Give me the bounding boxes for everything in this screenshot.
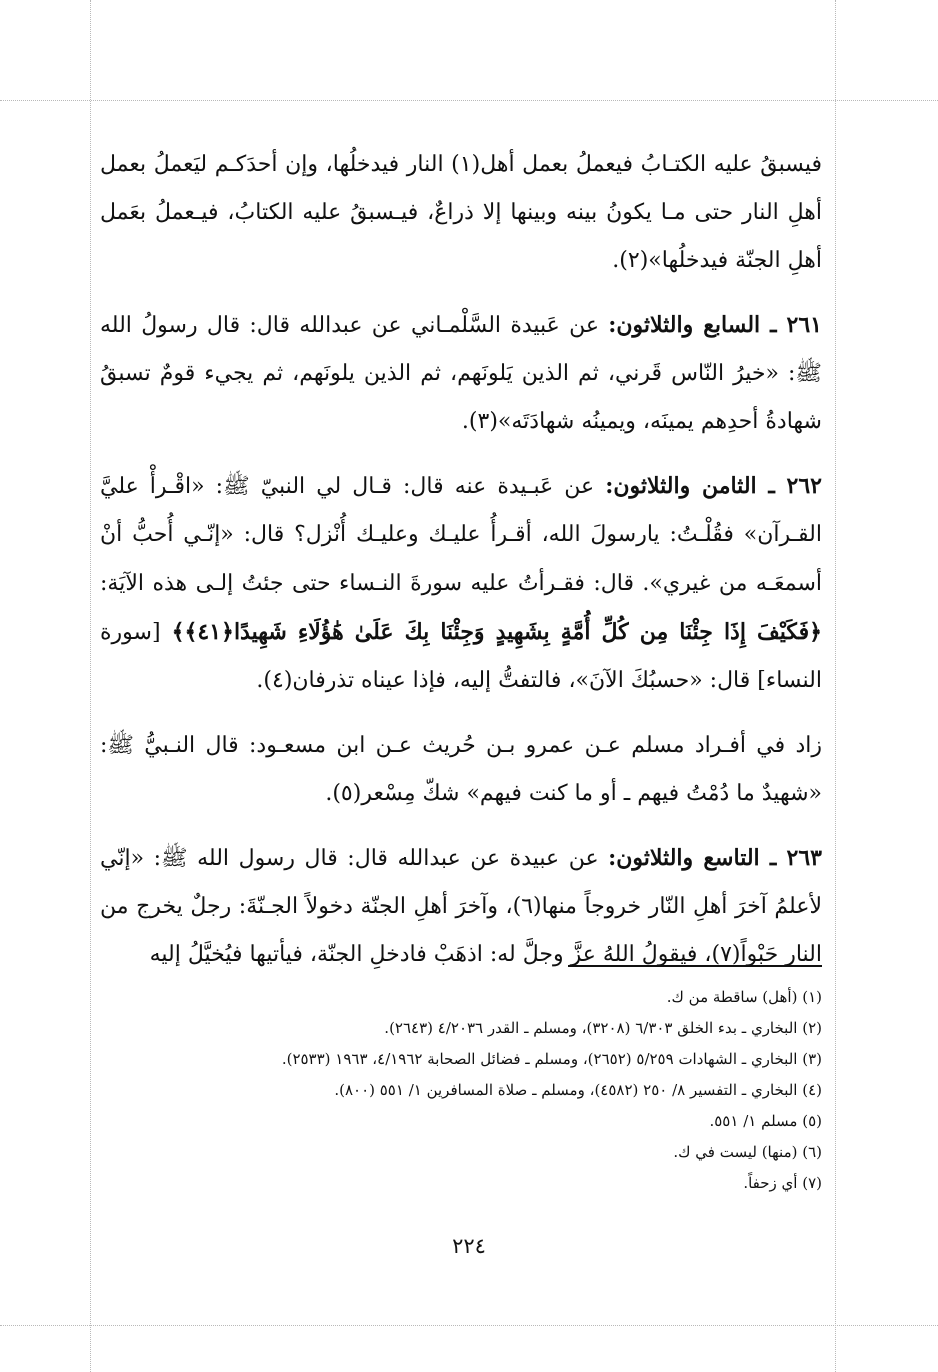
paragraph-text: فيسبقُ عليه الكتـابُ فيعملُ بعمل أهل(١) النار فيدخلُها، وإن أحدَكـم ليَعملُ بعمل أهلِ النار حتى مـا يكونُ بينه وبينها إلا ذراعٌ، فيـسبقُ عليه الكتابُ، فيـعملُ بعَمل أهلِ الجنّة فيدخلُها»(٢). bbox=[100, 152, 822, 273]
paragraph bbox=[100, 721, 822, 818]
paragraph bbox=[100, 834, 822, 979]
paragraph bbox=[100, 140, 822, 285]
guide-line bbox=[90, 0, 91, 1372]
guide-line bbox=[0, 100, 938, 101]
paragraph-text: عن عَبـيدة عنه قال: قـال لي النبيّ ﷺ: «اقْـرأْ عليَّ القـرآن» فقُلْـتُ: يارسولَ الله، أقـرأُ عليـك وعليـك أُنْزل؟ قال: «إنّـي أُحبُّ أنْ أسمعَـه من غيري». قال: فقـرأتُ عليه سورةَ النـساء حتى جئتُ إلـى هذه الآيَة: bbox=[100, 474, 822, 596]
footnote: (٢) البخاري ـ بدء الخلق ٦/٣٠٣ (٣٢٠٨)، ومسلم ـ القدر ٤/٢٠٣٦ (٢٦٤٣). bbox=[384, 1019, 822, 1037]
paragraph-text: عن عَبيدة السَّلْمـاني عن عبدالله قال: قال رسولُ الله ﷺ: «خيرُ النّاس قَرني، ثم الذين يَلونَهم، ثم الذين يلونَهم، ثم يجيء قومٌ تسبقُ شهادةُ أحدِهم يمينَه، ويمينُه شهادَتَه»(٣). bbox=[100, 313, 822, 434]
footnote: (٣) البخاري ـ الشهادات ٥/٢٥٩ (٢٦٥٢)، ومسلم ـ فضائل الصحابة ٤/١٩٦٢، ١٩٦٣ (٢٥٣٣). bbox=[281, 1050, 822, 1068]
hadith-heading: ٢٦٢ ـ الثامن والثلاثون: bbox=[605, 473, 822, 499]
footnote: (٥) مسلم ١/ ٥٥١. bbox=[709, 1112, 822, 1130]
footnote: (٦) (منها) ليست في ك. bbox=[673, 1143, 822, 1161]
paragraph bbox=[100, 301, 822, 446]
paragraph-text: [سورة النساء] قال: «حسبُكَ الآنَ»، فالتفتُّ إليه، فإذا عيناه تذرفان(٤). bbox=[100, 620, 822, 693]
footnote-divider bbox=[568, 965, 822, 967]
footnote: (٧) أي زحفاً. bbox=[743, 1174, 822, 1192]
guide-line bbox=[0, 1325, 938, 1326]
footnote: (١) (أهل) ساقطة من ك. bbox=[666, 988, 822, 1006]
paragraph bbox=[100, 462, 822, 705]
hadith-heading: ٢٦١ ـ السابع والثلاثون: bbox=[608, 312, 822, 338]
guide-line bbox=[835, 0, 836, 1372]
quran-verse: ﴿فَكَيْفَ إِذَا جِئْنَا مِن كُلِّ أُمَّةٍ بِشَهِيدٍ وَجِئْنَا بِكَ عَلَىٰ هَٰؤُلَاءِ شَهِيدًا﴿٤١﴾﴾ bbox=[160, 619, 822, 645]
hadith-heading: ٢٦٣ ـ التاسع والثلاثون: bbox=[608, 845, 822, 871]
paragraph-text: عن عبيدة عن عبدالله قال: قال رسول الله ﷺ: «إنّي لأعلمُ آخرَ أهلِ النّار خروجاً منها(٦)، وآخرَ أهلِ الجنّة دخولاً الجـنّةَ: رجلٌ يخرج من النار حَبْواً(٧)، فيقولُ اللهُ عزَّ وجلَّ له: اذهَبْ فادخلِ الجنّة، فيأتيها فيُخيَّلُ إليه bbox=[100, 846, 822, 967]
paragraph-text: زاد في أفـراد مسلم عـن عمرو بـن حُريث عـن ابن مسعـود: قال النـبيُّ ﷺ: «شهيدٌ ما دُمْتُ فيهم ـ أو ما كنت فيهم» شكّ مِسْعر(٥). bbox=[100, 733, 822, 806]
page-number: ٢٢٤ bbox=[452, 1234, 486, 1258]
page-body bbox=[100, 140, 822, 995]
footnote: (٤) البخاري ـ التفسير ٨/ ٢٥٠ (٤٥٨٢)، ومسلم ـ صلاة المسافرين ١/ ٥٥١ (٨٠٠). bbox=[334, 1081, 822, 1099]
footnotes bbox=[100, 982, 822, 1199]
